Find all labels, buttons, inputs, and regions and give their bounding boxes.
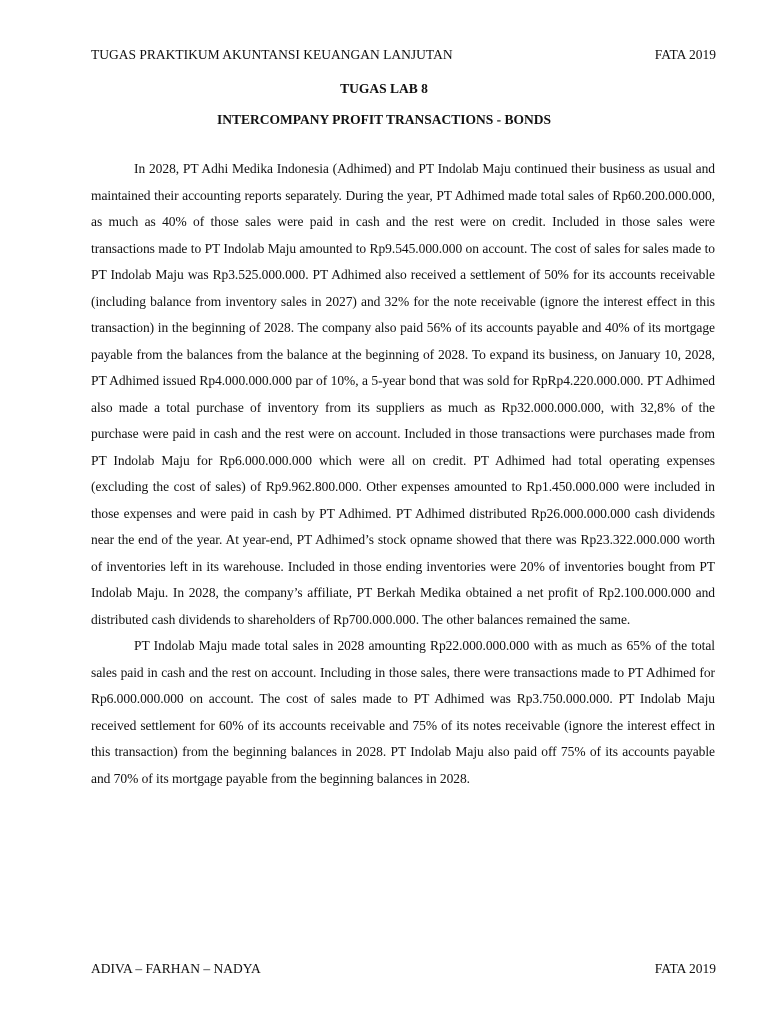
document-subtitle: INTERCOMPANY PROFIT TRANSACTIONS - BONDS	[216, 112, 552, 127]
header-term: FATA 2019	[654, 47, 716, 62]
footer-term: FATA 2019	[654, 961, 716, 976]
footer-authors: ADIVA – FARHAN – NADYA	[91, 961, 261, 976]
document-title-block	[0, 80, 768, 129]
page-header	[91, 46, 716, 64]
document-title: TUGAS LAB 8	[340, 81, 428, 96]
paragraph-indolab: PT Indolab Maju made total sales in 2028 amounting Rp22.000.000.000 with as much as 65% of the total sales paid in cash and the rest on account. Including in those sales, there were transactions made to PT Adhimed for Rp6.000.000.000 on account. The cost of sales made to PT Adhimed was Rp3.750.000.000. PT Indolab Maju received settlement for 60% of its accounts receivable and 75% of its notes receivable (ignore the interest effect in this transaction) from the beginning balances in 2028. PT Indolab Maju also paid off 75% of its accounts payable and 70% of its mortgage payable from the beginning balances in 2028.	[91, 638, 715, 786]
document-body	[91, 156, 715, 792]
paragraph-adhimed: In 2028, PT Adhi Medika Indonesia (Adhimed) and PT Indolab Maju continued their business as usual and maintained their accounting reports separately. During the year, PT Adhimed made total sales of Rp60.200.000.000, as much as 40% of those sales were paid in cash and the rest were on credit. Included in those sales were transactions made to PT Indolab Maju amounted to Rp9.545.000.000 on account. The cost of sales for sales made to PT Indolab Maju was Rp3.525.000.000. PT Adhimed also received a settlement of 50% for its accounts receivable (including balance from inventory sales in 2027) and 32% for the note receivable (ignore the interest effect in this transaction) in the beginning of 2028. The company also paid 56% of its accounts payable and 40% of its mortgage payable from the balances from the balance at the beginning of 2028. To expand its business, on January 10, 2028, PT Adhimed issued Rp4.000.000.000 par of 10%, a 5-year bond that was sold for RpRp4.220.000.000. PT Adhimed also made a total purchase of inventory from its suppliers as much as Rp32.000.000.000, with 32,8% of the purchase were paid in cash and the rest were on account. Included in those transactions were purchases made from PT Indolab Maju for Rp6.000.000.000 which were all on credit. PT Adhimed had total operating expenses (excluding the cost of sales) of Rp9.962.800.000. Other expenses amounted to Rp1.450.000.000 were included in those expenses and were paid in cash by PT Adhimed. PT Adhimed distributed Rp26.000.000.000 cash dividends near the end of the year. At year-end, PT Adhimed’s stock opname showed that there was Rp23.322.000.000 worth of inventories left in its warehouse. Included in those ending inventories were 20% of inventories bought from PT Indolab Maju. In 2028, the company’s affiliate, PT Berkah Medika obtained a net profit of Rp2.100.000.000 and distributed cash dividends to shareholders of Rp700.000.000. The other balances remained the same.	[91, 161, 715, 627]
page-footer	[91, 960, 716, 978]
header-course-title: TUGAS PRAKTIKUM AKUNTANSI KEUANGAN LANJUTAN	[91, 47, 453, 62]
